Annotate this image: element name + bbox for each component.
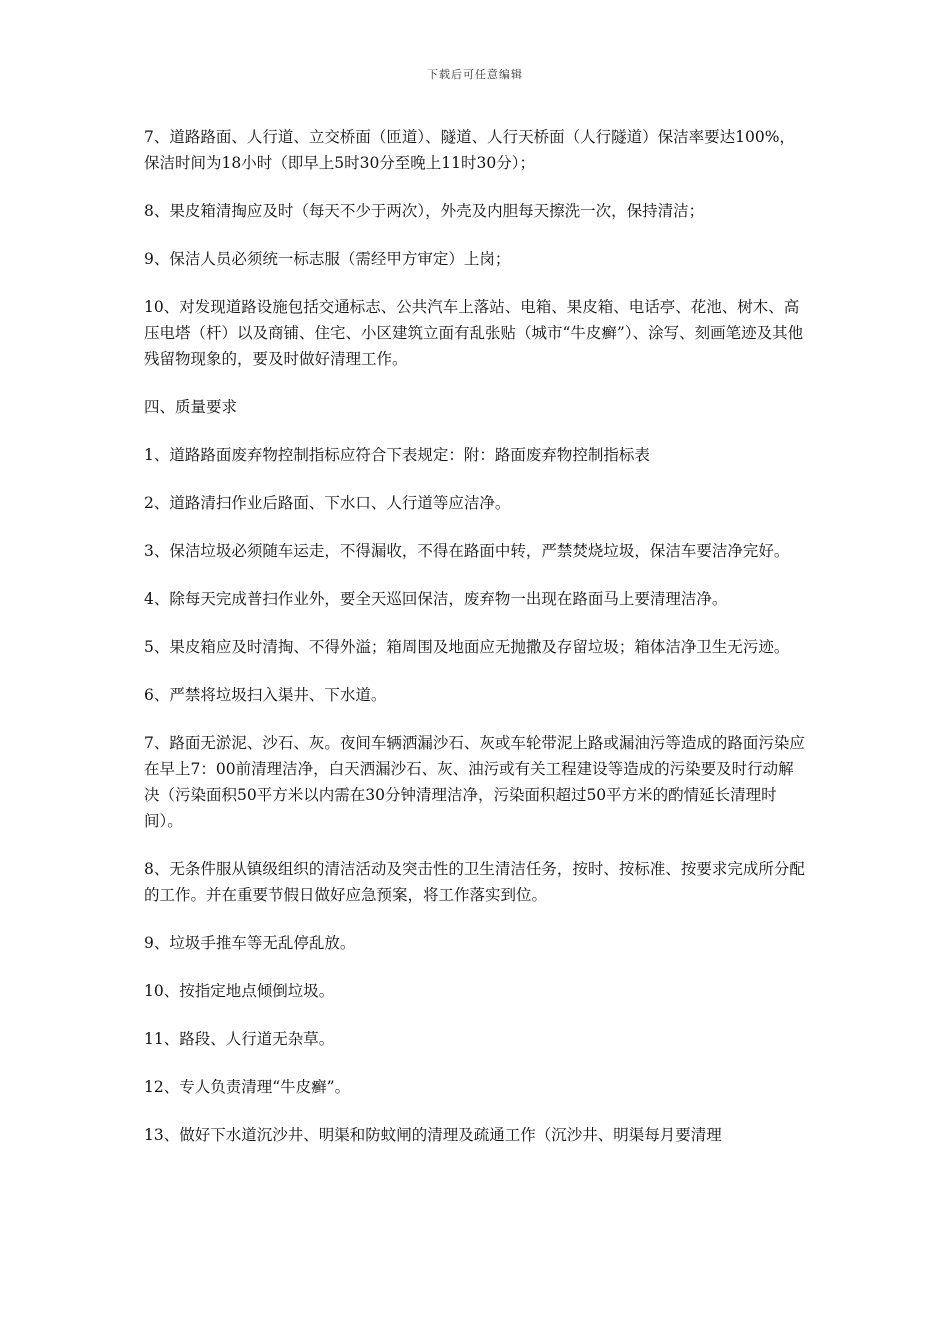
quality-item-13: 13、做好下水道沉沙井、明渠和防蚊闸的清理及疏通工作（沉沙井、明渠每月要清理	[144, 1126, 722, 1144]
quality-item-1: 1、道路路面废弃物控制指标应符合下表规定：附：路面废弃物控制指标表	[144, 446, 650, 464]
section-heading-quality: 四、质量要求	[144, 398, 238, 416]
quality-item-4: 4、除每天完成普扫作业外，要全天巡回保洁，废弃物一出现在路面马上要清理洁净。	[144, 590, 728, 608]
paragraph-8-trash-bins: 8、果皮箱清掏应及时（每天不少于两次），外壳及内胆每天擦洗一次，保持清洁；	[144, 202, 705, 220]
paragraph-10-posters: 10、对发现道路设施包括交通标志、公共汽车上落站、电箱、果皮箱、电话亭、花池、树木、高压电塔（杆）以及商铺、住宅、小区建筑立面有乱张贴（城市“牛皮癣”）、涂写、刻画笔迹及其他残留物现象的，要及时做好清理工作。	[144, 298, 804, 368]
quality-item-9: 9、垃圾手推车等无乱停乱放。	[144, 934, 356, 952]
page-header: 下载后可任意编辑	[427, 68, 523, 81]
quality-item-12: 12、专人负责清理“牛皮癣”。	[144, 1078, 351, 1096]
paragraph-7-cleaning-rate: 7、道路路面、人行道、立交桥面（匝道）、隧道、人行天桥面（人行隧道）保洁率要达100%，保洁时间为18小时（即早上5时30分至晚上11时30分）；	[144, 128, 795, 172]
quality-item-11: 11、路段、人行道无杂草。	[144, 1030, 335, 1048]
quality-item-2: 2、道路清扫作业后路面、下水口、人行道等应洁净。	[144, 494, 511, 512]
quality-item-3: 3、保洁垃圾必须随车运走，不得漏收，不得在路面中转，严禁焚烧垃圾，保洁车要洁净完好。	[144, 542, 790, 560]
paragraph-9-uniform: 9、保洁人员必须统一标志服（需经甲方审定）上岗；	[144, 250, 511, 268]
quality-item-5: 5、果皮箱应及时清掏、不得外溢；箱周围及地面应无抛撒及存留垃圾；箱体洁净卫生无污迹。	[144, 638, 790, 656]
document-body	[144, 124, 808, 1170]
quality-item-8: 8、无条件服从镇级组织的清洁活动及突击性的卫生清洁任务，按时、按标准、按要求完成所分配的工作。并在重要节假日做好应急预案，将工作落实到位。	[144, 860, 805, 904]
quality-item-7: 7、路面无淤泥、沙石、灰。夜间车辆洒漏沙石、灰或车轮带泥上路或漏油污等造成的路面污染应在早上7：00前清理洁净，白天洒漏沙石、灰、油污或有关工程建设等造成的污染要及时行动解决（污染面积50平方米以内需在30分钟清理洁净，污染面积超过50平方米的酌情延长清理时间）。	[144, 734, 805, 830]
quality-item-10: 10、按指定地点倾倒垃圾。	[144, 982, 335, 1000]
quality-item-6: 6、严禁将垃圾扫入渠井、下水道。	[144, 686, 387, 704]
